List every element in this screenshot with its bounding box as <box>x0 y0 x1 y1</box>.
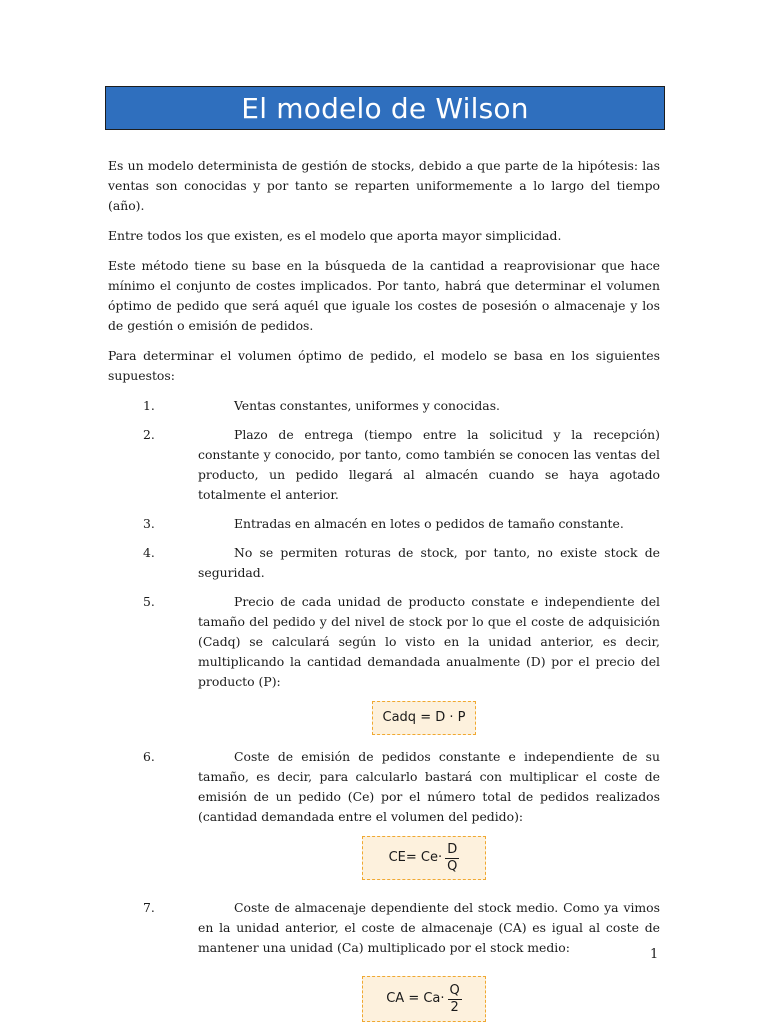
document-body <box>108 156 660 1034</box>
list-item-text: No se permiten roturas de stock, por tanto, no existe stock de seguridad. <box>198 545 660 580</box>
formula-ce-wrapper <box>108 836 660 880</box>
page-title: El modelo de Wilson <box>241 91 529 125</box>
list-item-number: 1. <box>143 398 155 413</box>
list-item <box>108 396 660 416</box>
list-item-text: Entradas en almacén en lotes o pedidos de tamaño constante. <box>234 516 624 531</box>
list-item-number: 5. <box>143 594 155 609</box>
list-item-text: Ventas constantes, uniformes y conocidas. <box>234 398 500 413</box>
list-item <box>108 514 660 534</box>
paragraph-intro: Es un modelo determinista de gestión de stocks, debido a que parte de la hipótesis: las ventas son conocidas y por tanto se reparten uniformemente a lo largo del tiempo (año). <box>108 158 660 213</box>
list-item <box>108 592 660 692</box>
list-item <box>108 747 660 827</box>
formula-cadq <box>372 701 476 735</box>
formula-ca-wrapper <box>108 976 660 1022</box>
list-item-number: 4. <box>143 545 155 560</box>
list-item-number: 7. <box>143 900 155 915</box>
list-item-number: 2. <box>143 427 155 442</box>
list-item-number: 3. <box>143 516 155 531</box>
paragraph-method: Este método tiene su base en la búsqueda de la cantidad a reaprovisionar que hace mínimo el conjunto de costes implicados. Por tanto, habrá que determinar el volumen óptimo de pedido que será aquél que iguale los costes de posesión o almacenaje y los de gestión o emisión de pedidos. <box>108 258 660 333</box>
formula-ca-numerator: Q <box>449 982 460 998</box>
list-item <box>108 898 660 958</box>
list-item-number: 6. <box>143 749 155 764</box>
formula-ca-denominator: 2 <box>450 999 459 1015</box>
paragraph-assumptions: Para determinar el volumen óptimo de pedido, el modelo se basa en los siguientes supuestos: <box>108 348 660 383</box>
list-item-text: Coste de almacenaje dependiente del stock medio. Como ya vimos en la unidad anterior, el coste de almacenaje (CA) es igual al coste de mantener una unidad (Ca) multiplicado por el stock medio: <box>198 900 660 955</box>
formula-ce-denominator: Q <box>447 858 458 874</box>
formula-ce <box>362 836 486 880</box>
list-item <box>108 543 660 583</box>
formula-ca-fraction <box>448 983 462 1016</box>
formula-ce-fraction <box>445 842 459 875</box>
formula-ce-lhs: CE= Ce· <box>388 850 443 865</box>
formula-ca-lhs: CA = Ca· <box>386 991 445 1006</box>
paragraph-simplicity: Entre todos los que existen, es el modelo que aporta mayor simplicidad. <box>108 228 562 243</box>
formula-cadq-wrapper <box>108 701 660 735</box>
formula-cadq-text: Cadq = D · P <box>382 710 466 725</box>
list-item-text: Plazo de entrega (tiempo entre la solicitud y la recepción) constante y conocido, por tanto, como también se conocen las ventas del producto, un pedido llegará al almacén cuando se haya agotado totalmente el anterior. <box>198 427 660 502</box>
list-item-text: Precio de cada unidad de producto constate e independiente del tamaño del pedido y del nivel de stock por lo que el coste de adquisición (Cadq) se calculará según lo visto en la unidad anterior, es decir, multiplicando la cantidad demandada anualmente (D) por el precio del producto (P): <box>198 594 660 689</box>
list-item-text: Coste de emisión de pedidos constante e independiente de su tamaño, es decir, para calcularlo bastará con multiplicar el coste de emisión de un pedido (Ce) por el número total de pedidos realizados (cantidad demandada entre el volumen del pedido): <box>198 749 660 824</box>
page-number: 1 <box>650 947 659 962</box>
formula-ca <box>362 976 486 1022</box>
title-banner <box>105 86 665 130</box>
formula-ce-numerator: D <box>447 841 458 857</box>
list-item <box>108 425 660 505</box>
